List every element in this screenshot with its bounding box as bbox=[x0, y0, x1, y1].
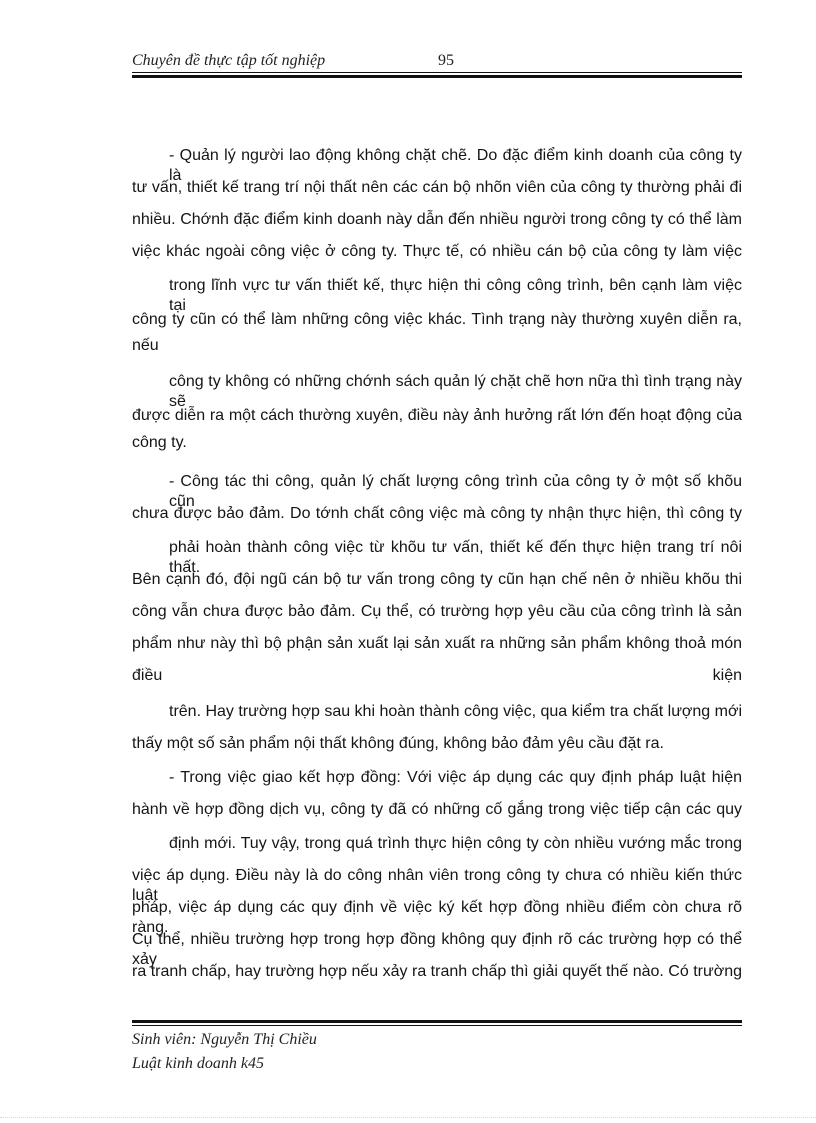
footer-rule-thin bbox=[132, 1025, 742, 1026]
page-footer bbox=[132, 1028, 742, 1076]
text-line: được diễn ra một cách thường xuyên, điều này ảnh hưởng rất lớn đến hoạt động của bbox=[132, 407, 742, 424]
text-line: tư vấn, thiết kế trang trí nội thất nên các cán bộ nhõn viên của công ty thường phải đi bbox=[132, 179, 742, 196]
text-line: công ty. bbox=[132, 434, 187, 451]
text-line: Cụ thể, nhiều trường hợp trong hợp đồng không quy định rõ các trường hợp có thể xảy bbox=[132, 931, 742, 968]
text-fragment: kiện bbox=[712, 667, 742, 684]
page-edge-divider bbox=[0, 1117, 816, 1118]
text-line: trên. Hay trường hợp sau khi hoàn thành công việc, qua kiểm tra chất lượng mới bbox=[169, 703, 743, 720]
footer-student: Sinh viên: Nguyễn Thị Chiều bbox=[132, 1031, 317, 1048]
text-line: công ty không có những chớnh sách quản lý chặt chẽ hơn nữa thì tình trạng này sẽ bbox=[169, 373, 742, 410]
text-line: pháp, việc áp dụng các quy định về việc ký kết hợp đồng nhiều điểm còn chưa rõ ràng. bbox=[132, 899, 742, 936]
header-rule-thin bbox=[132, 72, 742, 73]
text-line: phẩm như này thì bộ phận sản xuất lại sản xuất ra những sản phẩm không thoả món bbox=[132, 635, 742, 652]
text-line: việc áp dụng. Điều này là do công nhân viên trong công ty chưa có nhiều kiến thức luật bbox=[132, 867, 742, 904]
text-line: định mới. Tuy vậy, trong quá trình thực hiện công ty còn nhiều vướng mắc trong bbox=[169, 835, 742, 852]
text-line: Bên cạnh đó, đội ngũ cán bộ tư vấn trong công ty cũn hạn chế nên ở nhiều khõu thi bbox=[132, 571, 742, 588]
footer-class: Luật kinh doanh k45 bbox=[132, 1055, 264, 1072]
text-line: nếu bbox=[132, 337, 159, 354]
text-fragment: điều bbox=[132, 667, 163, 684]
text-line: - Trong việc giao kết hợp đồng: Với việc áp dụng các quy định pháp luật hiện bbox=[169, 769, 742, 786]
footer-rule-thick bbox=[132, 1020, 742, 1023]
text-line: - Quản lý người lao động không chặt chẽ. Do đặc điểm kinh doanh của công ty là bbox=[169, 147, 742, 184]
text-line: nhiều. Chớnh đặc điểm kinh doanh này dẫn đến nhiều người trong công ty có thể làm bbox=[132, 211, 742, 228]
text-line: việc khác ngoài công việc ở công ty. Thực tế, có nhiều cán bộ của công ty làm việc bbox=[132, 243, 742, 260]
text-line: chưa được bảo đảm. Do tớnh chất công việc mà công ty nhận thực hiện, thì công ty bbox=[132, 505, 742, 522]
text-line: hành về hợp đồng dịch vụ, công ty đã có những cố gắng trong việc tiếp cận các quy bbox=[132, 801, 742, 818]
text-line: ra tranh chấp, hay trường hợp nếu xảy ra tranh chấp thì giải quyết thế nào. Có trường bbox=[132, 963, 742, 980]
text-line: trong lĩnh vực tư vấn thiết kế, thực hiện thi công công trình, bên cạnh làm việc tại bbox=[169, 277, 742, 314]
text-line: phải hoàn thành công việc từ khõu tư vấn, thiết kế đến thực hiện trang trí nôi thất. bbox=[169, 539, 742, 576]
text-line: công ty cũn có thể làm những công việc khác. Tình trạng này thường xuyên diễn ra, bbox=[132, 311, 742, 328]
text-line: công vẫn chưa được bảo đảm. Cụ thể, có trường hợp yêu cầu của công trình là sản bbox=[132, 603, 742, 620]
text-line: - Công tác thi công, quản lý chất lượng công trình của công ty ở một số khõu cũn bbox=[169, 473, 742, 510]
header-title: Chuyên đề thực tập tốt nghiệp bbox=[132, 52, 326, 69]
header-rule-thick bbox=[132, 75, 742, 78]
page-number: 95 bbox=[438, 52, 454, 69]
text-line-split bbox=[132, 666, 742, 686]
text-line: thấy một số sản phẩm nội thất không đúng, không bảo đảm yêu cầu đặt ra. bbox=[132, 735, 664, 752]
